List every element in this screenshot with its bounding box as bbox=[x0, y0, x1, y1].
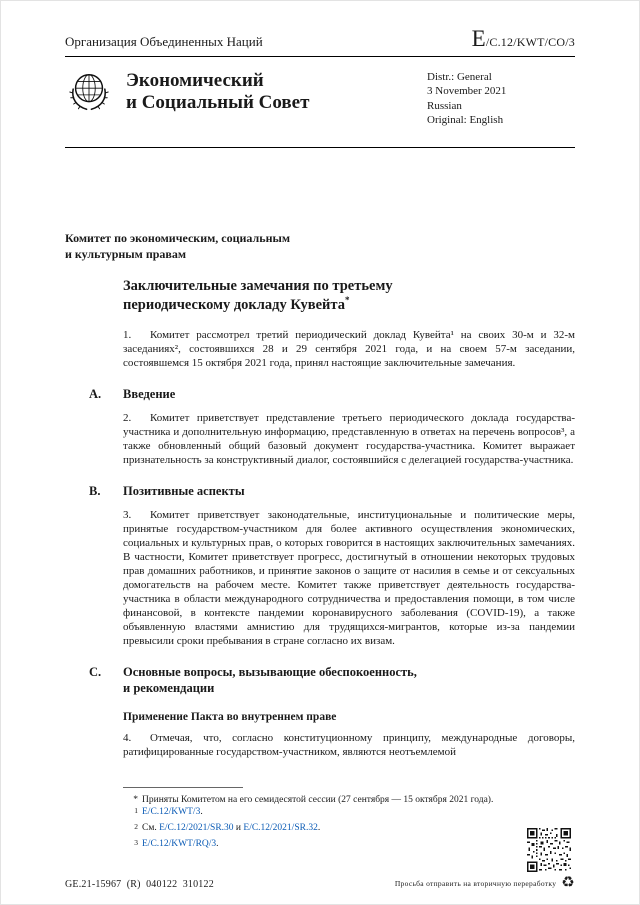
footnote-marker bbox=[123, 806, 142, 822]
section-letter: C. bbox=[89, 665, 102, 680]
paragraph-text: Комитет рассмотрел третий периодический доклад Кувейта¹ на своих 30-м и 32-м заседаниях², состоявшихся 28 и 29 сентября 2021 года, и на своем 57-м заседании, состоявшемся 15 октября 2021 года, принял настоящие заключительные замечания. bbox=[123, 328, 575, 369]
footnote-punctuation: . bbox=[216, 839, 219, 850]
paragraph-1 bbox=[123, 328, 575, 370]
distr-line: Distr.: General bbox=[427, 71, 492, 83]
committee-name-line1: Комитет по экономическим, социальным bbox=[65, 231, 291, 246]
committee-name-line2: и культурным правам bbox=[65, 247, 187, 262]
council-title-line1: Экономический bbox=[126, 70, 264, 91]
footnotes-block bbox=[123, 787, 575, 854]
distribution-block bbox=[427, 68, 575, 127]
footer-ge-number: GE.21-15967 (R) 040122 310122 bbox=[65, 879, 214, 890]
footnote-marker-number: 3 bbox=[134, 838, 138, 848]
footnote-star bbox=[123, 794, 575, 807]
qr-code bbox=[527, 828, 571, 872]
footnote-1 bbox=[123, 806, 575, 822]
footnote-2-link-1[interactable]: E/C.12/2021/SR.30 bbox=[159, 823, 234, 834]
footnote-marker: * bbox=[133, 794, 138, 805]
document-title bbox=[123, 277, 459, 314]
section-heading-a bbox=[89, 386, 575, 402]
section-heading-text: Позитивные аспекты bbox=[123, 483, 245, 498]
paragraph-4 bbox=[123, 731, 575, 759]
organization-name: Организация Объединенных Наций bbox=[65, 34, 263, 49]
document-symbol-series: E bbox=[471, 26, 486, 51]
title-footnote-marker: * bbox=[344, 294, 350, 305]
paragraph-number: 2. bbox=[123, 411, 132, 424]
footnote-punctuation: . bbox=[200, 807, 203, 818]
subsection-heading: Применение Пакта во внутреннем праве bbox=[123, 710, 337, 723]
committee-name bbox=[65, 230, 575, 262]
footnote-1-link[interactable]: E/C.12/KWT/3 bbox=[142, 807, 201, 818]
council-title bbox=[126, 68, 309, 115]
footnote-marker bbox=[123, 838, 142, 854]
document-symbol-code: /C.12/KWT/CO/3 bbox=[485, 35, 575, 49]
date-line: 3 November 2021 bbox=[427, 85, 507, 98]
document-title-text: Заключительные замечания по третьему периодическому докладу Кувейта bbox=[123, 277, 393, 313]
paragraph-text: Комитет приветствует законодательные, институциональные и политические меры, принятые государством-участником для более активного осуществления экономических, социальных и культурных прав, о которых говорится в настоящих заключительных замечаниях. В частности, Комитет приветствует прогресс, достигнутый в отношении некоторых трудовых прав домашних работников, и принятие законов о защите от насилия в семье и от сексуальных домогательств на рабочем месте. Комитет также приветствует деятельность государства-участника в области международного сотрудничества и предоставления помощи, в том числе финансовой, в контексте пандемии коронавирусного заболевания (COVID-19), а также объявленную властями амнистию для трудящихся-мигрантов, которые из-за пандемии превысили сроки пребывания в стране согласно их визам. bbox=[123, 509, 575, 648]
footnote-marker-number: 1 bbox=[134, 806, 138, 816]
section-heading-text: Основные вопросы, вызывающие обеспокоенность, и рекомендации bbox=[123, 665, 417, 696]
section-heading-c bbox=[89, 664, 575, 697]
footnote-text-lead: См. bbox=[142, 823, 160, 834]
footnote-text-mid: и bbox=[233, 823, 244, 834]
footnote-separator-rule bbox=[123, 787, 243, 788]
paragraph-2 bbox=[123, 411, 575, 467]
section-heading-b bbox=[89, 483, 575, 499]
masthead-main-row bbox=[65, 57, 575, 148]
language-line: Russian bbox=[427, 99, 462, 112]
recycle-text: Просьба отправить на вторичную переработку bbox=[394, 879, 557, 888]
footnote-marker-number: 2 bbox=[134, 822, 138, 832]
document-symbol bbox=[471, 26, 575, 51]
recycle-note bbox=[395, 876, 575, 891]
paragraph-number: 3. bbox=[123, 509, 132, 522]
footnote-text: Приняты Комитетом на его семидесятой сессии (27 сентября — 15 октября 2021 года). bbox=[142, 794, 494, 805]
footnote-2 bbox=[123, 822, 575, 838]
council-title-line2: и Социальный Совет bbox=[126, 92, 310, 114]
section-heading-text: Введение bbox=[123, 386, 176, 401]
document-body bbox=[89, 277, 575, 759]
paragraph-number: 4. bbox=[123, 731, 132, 744]
paragraph-text: Отмечая, что, согласно конституционному принципу, международные договоры, ратифицированные государством-участником, являются неотъемлемой bbox=[123, 731, 575, 758]
footnote-3-link[interactable]: E/C.12/KWT/RQ/3 bbox=[142, 839, 217, 850]
footnote-3 bbox=[123, 838, 575, 854]
footnote-marker bbox=[123, 822, 142, 838]
paragraph-3 bbox=[123, 508, 575, 648]
masthead bbox=[1, 1, 639, 148]
footnote-punctuation: . bbox=[317, 823, 321, 834]
paragraph-text: Комитет приветствует представление третьего периодического доклада государства-участника и дополнительную информацию, представленную в ответах на перечень вопросов³, а также обновленный общий базовый документ государства-участника. Комитет выражает признательность за конструктивный диалог, состоявшийся с делегацией государства-участника. bbox=[123, 411, 575, 466]
footnote-2-link-2[interactable]: E/C.12/2021/SR.32 bbox=[243, 823, 318, 834]
section-letter: B. bbox=[89, 483, 101, 498]
section-letter: A. bbox=[89, 386, 102, 401]
footnote-text bbox=[142, 838, 575, 854]
un-emblem-icon bbox=[65, 68, 113, 116]
footnote-text bbox=[142, 822, 575, 838]
masthead-top-row bbox=[65, 26, 575, 57]
recycle-icon: ♻ bbox=[561, 875, 575, 891]
original-language-line: Original: English bbox=[427, 113, 504, 126]
footnote-text bbox=[142, 806, 575, 822]
paragraph-number: 1. bbox=[123, 328, 132, 341]
